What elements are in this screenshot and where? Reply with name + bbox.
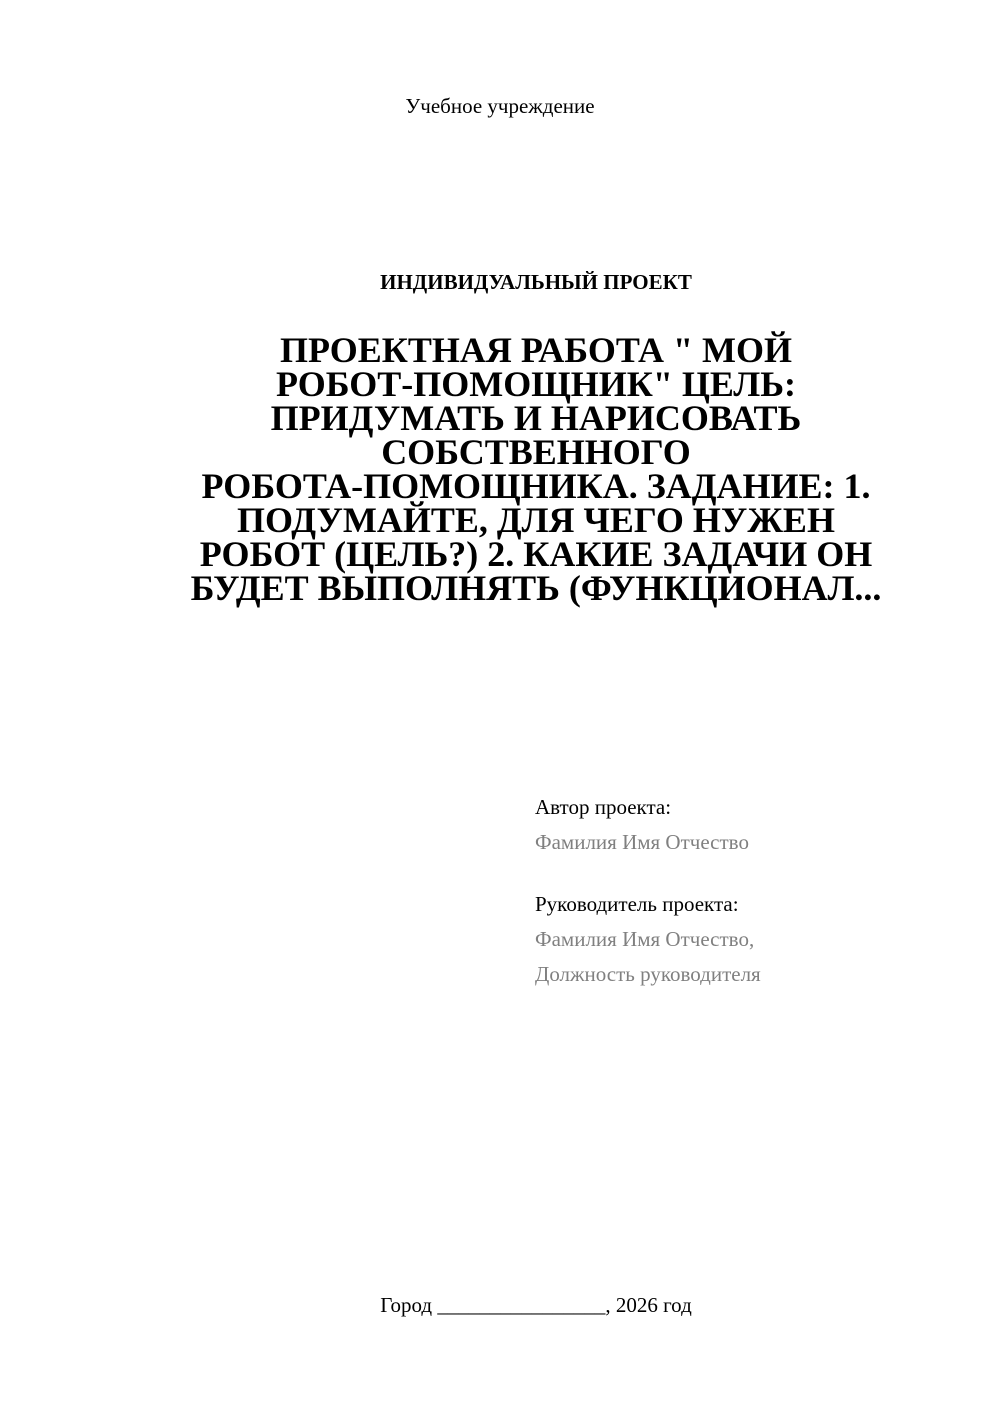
author-name: Фамилия Имя Отчество xyxy=(535,830,749,854)
city-year-footer: Город ________________, 2026 год xyxy=(380,1293,692,1317)
supervisor-position: Должность руководителя xyxy=(535,962,761,986)
project-title xyxy=(36,330,1000,608)
project-title-line: РОБОТА-ПОМОЩНИКА. ЗАДАНИЕ: 1. xyxy=(201,466,871,506)
project-title-line: СОБСТВЕННОГО xyxy=(381,432,691,472)
credits-block xyxy=(535,790,975,992)
project-type-heading: ИНДИВИДУАЛЬНЫЙ ПРОЕКТ xyxy=(380,270,692,294)
project-title-line: ПРОЕКТНАЯ РАБОТА " МОЙ xyxy=(279,330,793,370)
project-title-line: ПОДУМАЙТЕ, ДЛЯ ЧЕГО НУЖЕН xyxy=(237,500,835,540)
project-title-line: БУДЕТ ВЫПОЛНЯТЬ (ФУНКЦИОНАЛ... xyxy=(190,568,882,608)
supervisor-label: Руководитель проекта: xyxy=(535,892,739,916)
project-title-line: РОБОТ-ПОМОЩНИК" ЦЕЛЬ: xyxy=(275,364,797,404)
project-title-line: ПРИДУМАТЬ И НАРИСОВАТЬ xyxy=(270,398,802,438)
supervisor-name: Фамилия Имя Отчество, xyxy=(535,927,755,951)
institution-name: Учебное учреждение xyxy=(405,94,595,118)
author-label: Автор проекта: xyxy=(535,795,672,819)
credits-spacer xyxy=(535,860,975,887)
project-title-line: РОБОТ (ЦЕЛЬ?) 2. КАКИЕ ЗАДАЧИ ОН xyxy=(199,534,873,574)
